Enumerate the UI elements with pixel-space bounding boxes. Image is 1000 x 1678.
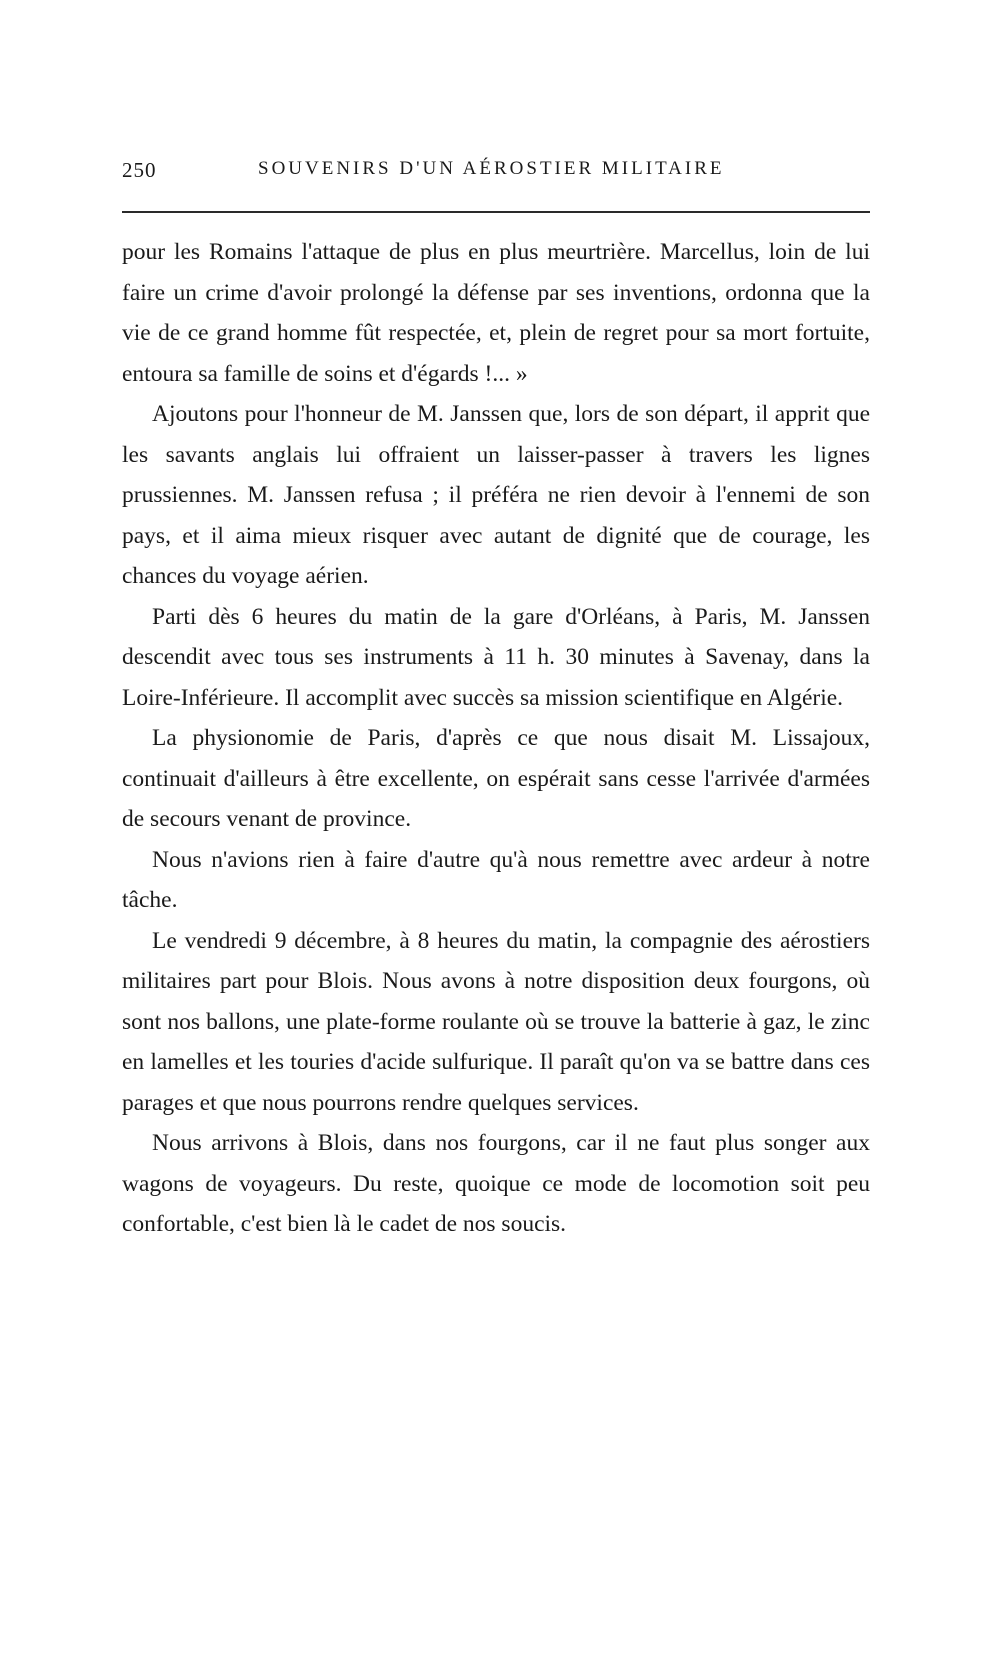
paragraph-continuation: pour les Romains l'attaque de plus en plus meurtrière. Marcellus, loin de lui faire un crime d'avoir prolongé la défense par ses inventions, ordonna que la vie de ce grand homme fût respectée, et, plein de regret pour sa mort fortuite, entoura sa famille de soins et d'égards !... » — [122, 239, 870, 387]
paragraph-janssen-departure: Ajoutons pour l'honneur de M. Janssen que, lors de son départ, il apprit que les savants anglais lui offraient un laisser-passer à travers les lignes prussiennes. M. Janssen refusa ; il préféra ne rien devoir à l'ennemi de son pays, et il aima mieux risquer avec autant de dignité que de courage, les chances du voyage aérien. — [122, 401, 870, 589]
page-number: 250 — [122, 158, 157, 182]
paragraph-arrival-blois: Nous arrivons à Blois, dans nos fourgons, car il ne faut plus songer aux wagons de voyageurs. Du reste, quoique ce mode de locomotion soit peu confortable, c'est bien là le cadet de nos soucis. — [122, 1130, 870, 1237]
paragraph-janssen-flight: Parti dès 6 heures du matin de la gare d'Orléans, à Paris, M. Janssen descendit avec tous ses instruments à 11 h. 30 minutes à Savenay, dans la Loire-Inférieure. Il accomplit avec succès sa mission scientifique en Algérie. — [122, 603, 870, 711]
paragraph-resume-task: Nous n'avions rien à faire d'autre qu'à nous remettre avec ardeur à notre tâche. — [122, 846, 870, 913]
body-text — [122, 232, 870, 1245]
paragraph-paris-physiognomy: La physionomie de Paris, d'après ce que nous disait M. Lissajoux, continuait d'ailleurs à être excellente, on espérait sans cesse l'arrivée d'armées de secours venant de province. — [122, 725, 870, 832]
header-rule — [122, 211, 870, 213]
paragraph-departure-blois: Le vendredi 9 décembre, à 8 heures du matin, la compagnie des aérostiers militaires part pour Blois. Nous avons à notre disposition deux fourgons, où sont nos ballons, une plate-forme roulante où se trouve la batterie à gaz, le zinc en lamelles et les touries d'acide sulfurique. Il paraît qu'on va se battre dans ces parages et que nous pourrons rendre quelques services. — [122, 927, 870, 1116]
page-header — [122, 158, 870, 190]
running-title: SOUVENIRS D'UN AÉROSTIER MILITAIRE — [258, 158, 725, 179]
